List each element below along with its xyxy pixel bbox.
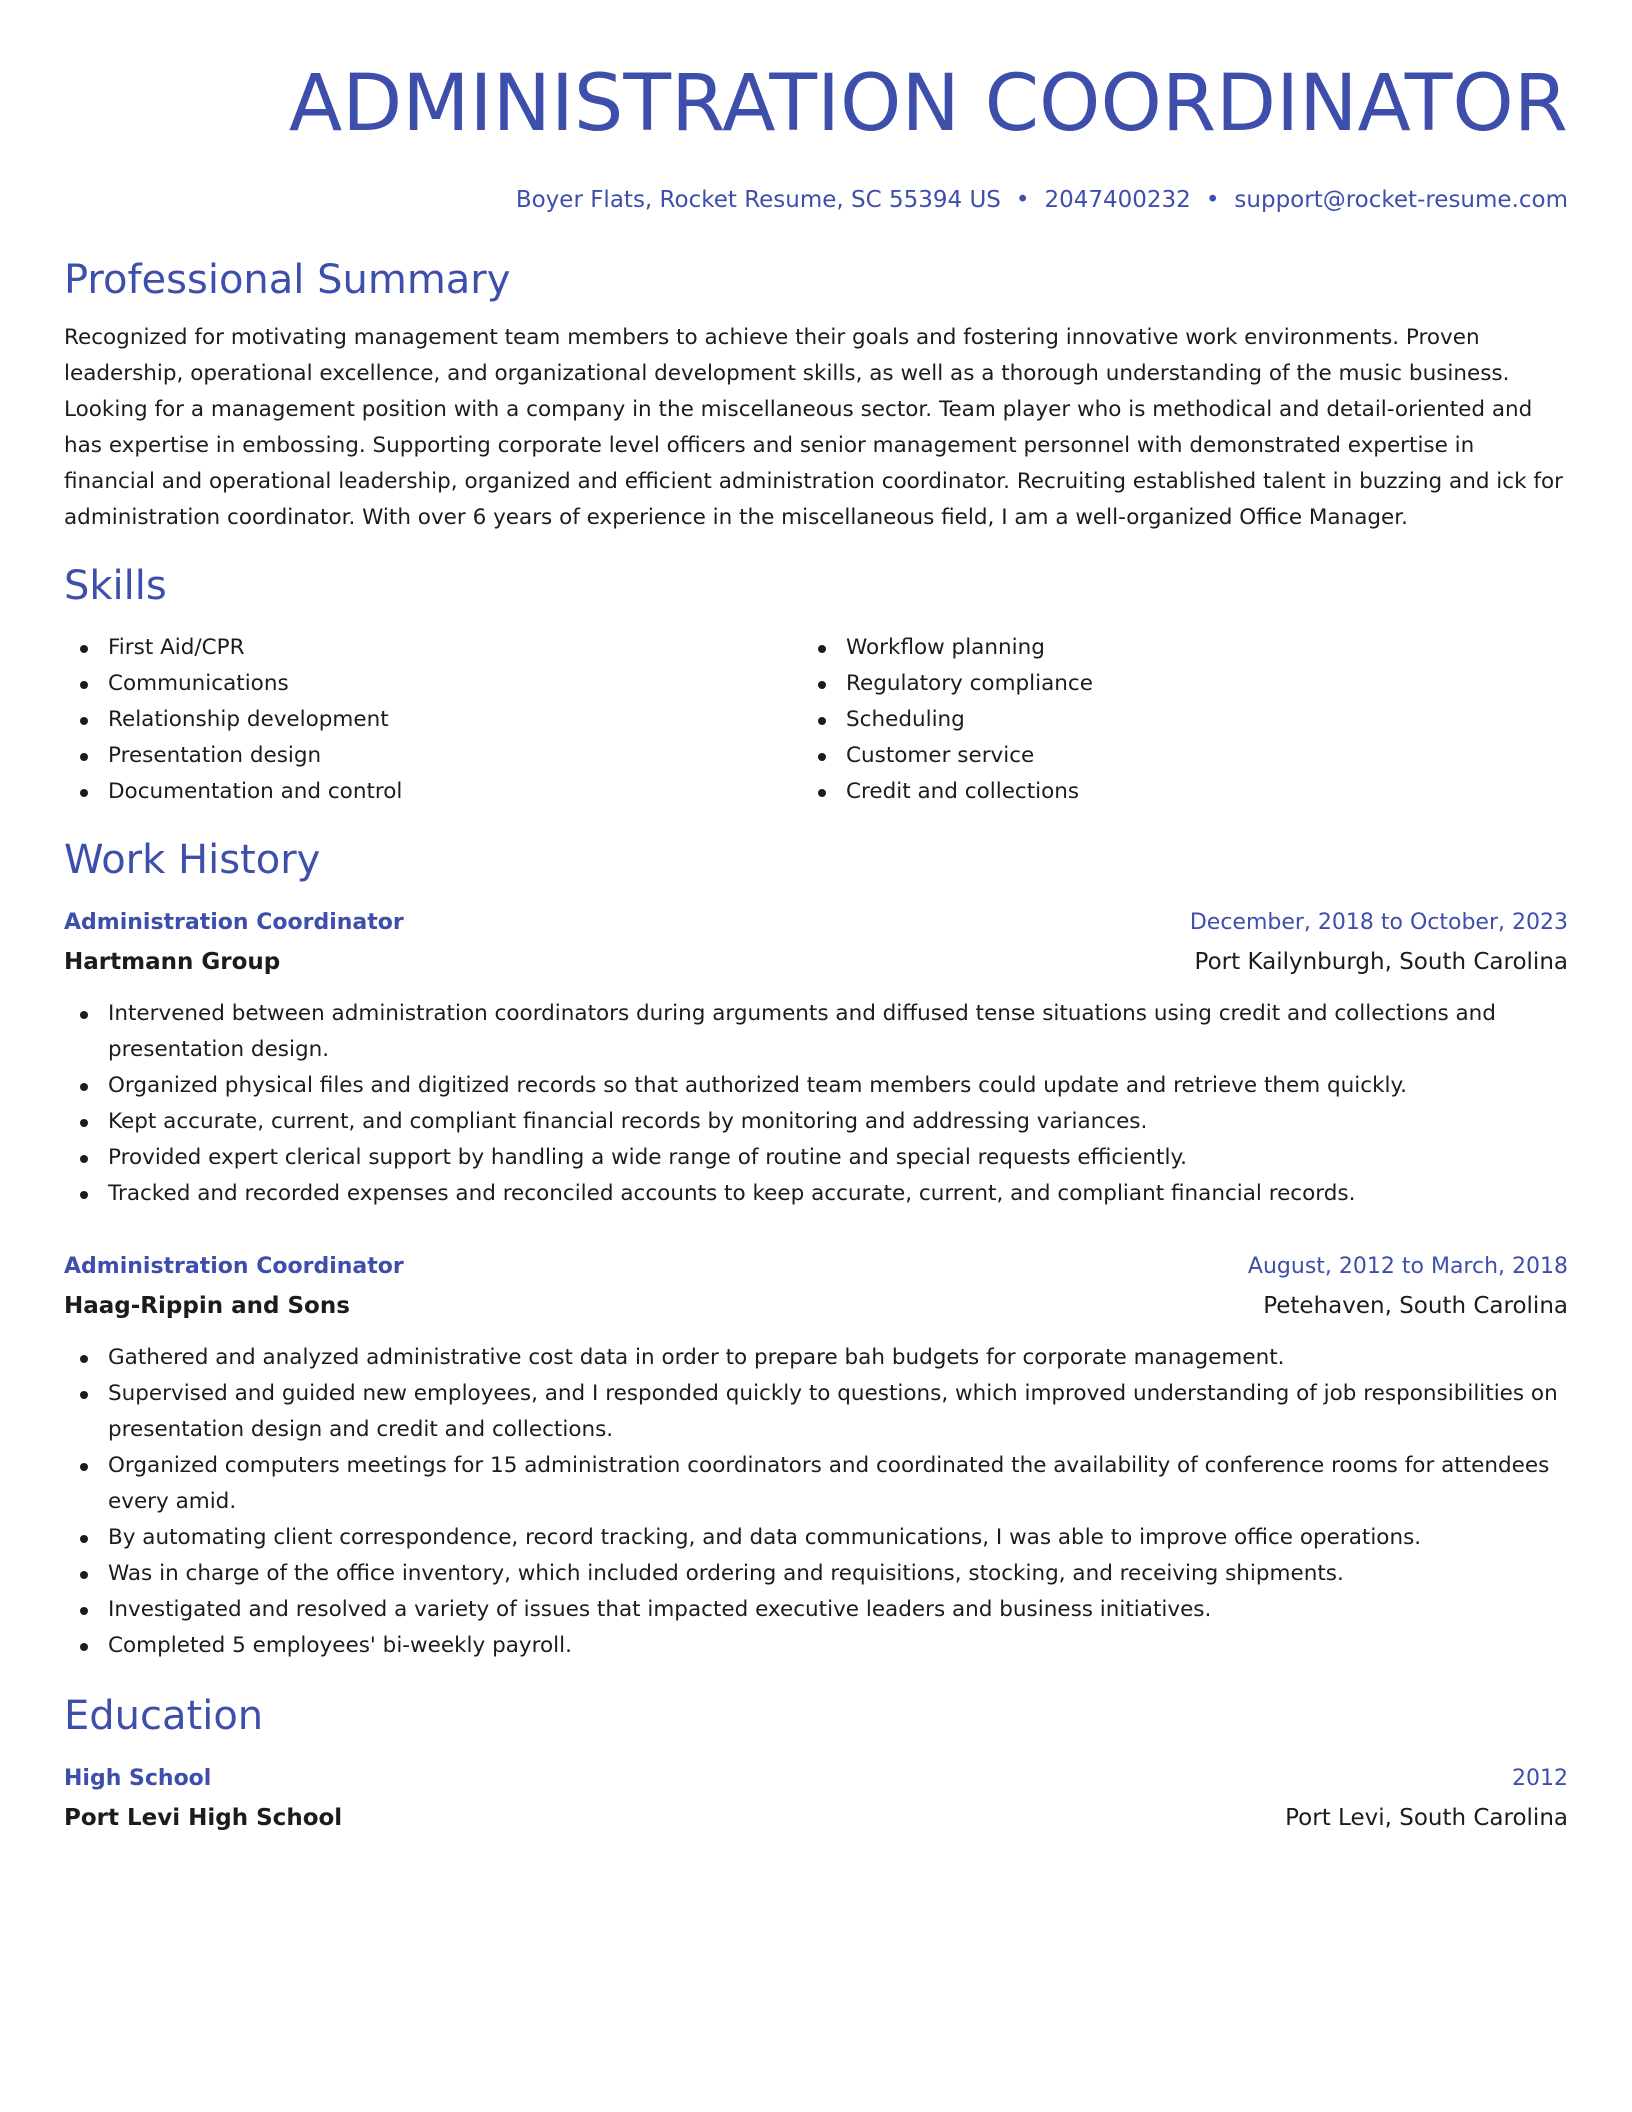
section-title-skills: Skills	[64, 563, 167, 609]
skill-item: Customer service	[802, 738, 1568, 774]
job-company: Hartmann Group	[64, 949, 281, 975]
contact-email[interactable]: support@rocket-resume.com	[1234, 187, 1568, 213]
skill-item: Workflow planning	[802, 630, 1568, 666]
job-location: Petehaven, South Carolina	[1263, 1293, 1568, 1319]
contact-address: Boyer Flats, Rocket Resume, SC 55394 US	[515, 187, 1001, 213]
resume-header	[64, 56, 1568, 216]
job-bullet: Provided expert clerical support by handling a wide range of routine and special requests efficiently.	[64, 1140, 1568, 1176]
job-location: Port Kailynburgh, South Carolina	[1194, 949, 1568, 975]
job-bullet: Tracked and recorded expenses and reconciled accounts to keep accurate, current, and compliant financial records.	[64, 1176, 1568, 1212]
job-bullet: Intervened between administration coordinators during arguments and diffused tense situations using credit and collections and presentation design.	[64, 996, 1568, 1068]
education-degree: High School	[64, 1766, 212, 1791]
education-header-row	[64, 1760, 1568, 1798]
job-header-row	[64, 904, 1568, 942]
skill-item: First Aid/CPR	[64, 630, 802, 666]
skill-item: Scheduling	[802, 702, 1568, 738]
skills-grid	[64, 630, 1568, 810]
candidate-name: ADMINISTRATION COORDINATOR	[288, 59, 1568, 149]
job-dates: August, 2012 to March, 2018	[1247, 1254, 1568, 1279]
skill-item: Regulatory compliance	[802, 666, 1568, 702]
job-bullet: Was in charge of the office inventory, which included ordering and requisitions, stocking, and receiving shipments.	[64, 1556, 1568, 1592]
summary-text: Recognized for motivating management team members to achieve their goals and fostering innovative work environments. Proven leadership, operational excellence, and organizational development skills, as well as a thorough understanding of the music business. Looking for a management position with a company in the miscellaneous sector. Team player who is methodical and detail-oriented and has expertise in embossing. Supporting corporate level officers and senior management personnel with demonstrated expertise in financial and operational leadership, organized and efficient administration coordinator. Recruiting established talent in buzzing and ick for administration coordinator. With over 6 years of experience in the miscellaneous field, I am a well-organized Office Manager.	[64, 325, 1563, 530]
skill-item: Documentation and control	[64, 774, 802, 810]
job-bullet: Supervised and guided new employees, and I responded quickly to questions, which improved understanding of job responsibilities on presentation design and credit and collections.	[64, 1376, 1568, 1448]
job-bullet: Kept accurate, current, and compliant financial records by monitoring and addressing variances.	[64, 1104, 1568, 1140]
education-year: 2012	[1512, 1766, 1568, 1791]
skill-item: Communications	[64, 666, 802, 702]
education-school-row	[64, 1798, 1568, 1838]
section-title-education: Education	[64, 1693, 264, 1739]
job-bullet: By automating client correspondence, record tracking, and data communications, I was able to improve office operations.	[64, 1520, 1568, 1556]
job-bullet: Investigated and resolved a variety of issues that impacted executive leaders and business initiatives.	[64, 1592, 1568, 1628]
skills-list-right	[802, 630, 1568, 810]
job-bullets	[64, 1340, 1568, 1664]
contact-separator: •	[1015, 187, 1030, 213]
job-header-row	[64, 1248, 1568, 1286]
job-company-row	[64, 1286, 1568, 1326]
contact-line	[64, 184, 1568, 216]
contact-phone: 2047400232	[1044, 187, 1191, 213]
skill-item: Credit and collections	[802, 774, 1568, 810]
job-bullet: Organized computers meetings for 15 administration coordinators and coordinated the availability of conference rooms for attendees every amid.	[64, 1448, 1568, 1520]
job-bullet: Completed 5 employees' bi-weekly payroll.	[64, 1628, 1568, 1664]
section-title-work-history: Work History	[64, 837, 321, 883]
job-bullet: Organized physical files and digitized records so that authorized team members could update and retrieve them quickly.	[64, 1068, 1568, 1104]
education-location: Port Levi, South Carolina	[1285, 1805, 1568, 1831]
job-dates: December, 2018 to October, 2023	[1189, 910, 1568, 935]
skill-item: Presentation design	[64, 738, 802, 774]
job-entry	[64, 904, 1568, 1212]
job-title: Administration Coordinator	[64, 1254, 404, 1279]
job-entry	[64, 1248, 1568, 1664]
skills-list-left	[64, 630, 802, 810]
section-title-summary: Professional Summary	[64, 257, 511, 303]
job-company: Haag-Rippin and Sons	[64, 1293, 350, 1319]
job-bullets	[64, 996, 1568, 1212]
job-title: Administration Coordinator	[64, 910, 404, 935]
job-bullet: Gathered and analyzed administrative cost data in order to prepare bah budgets for corporate management.	[64, 1340, 1568, 1376]
skill-item: Relationship development	[64, 702, 802, 738]
education-entry	[64, 1760, 1568, 1838]
contact-separator: •	[1205, 187, 1220, 213]
job-company-row	[64, 942, 1568, 982]
education-school: Port Levi High School	[64, 1805, 343, 1831]
